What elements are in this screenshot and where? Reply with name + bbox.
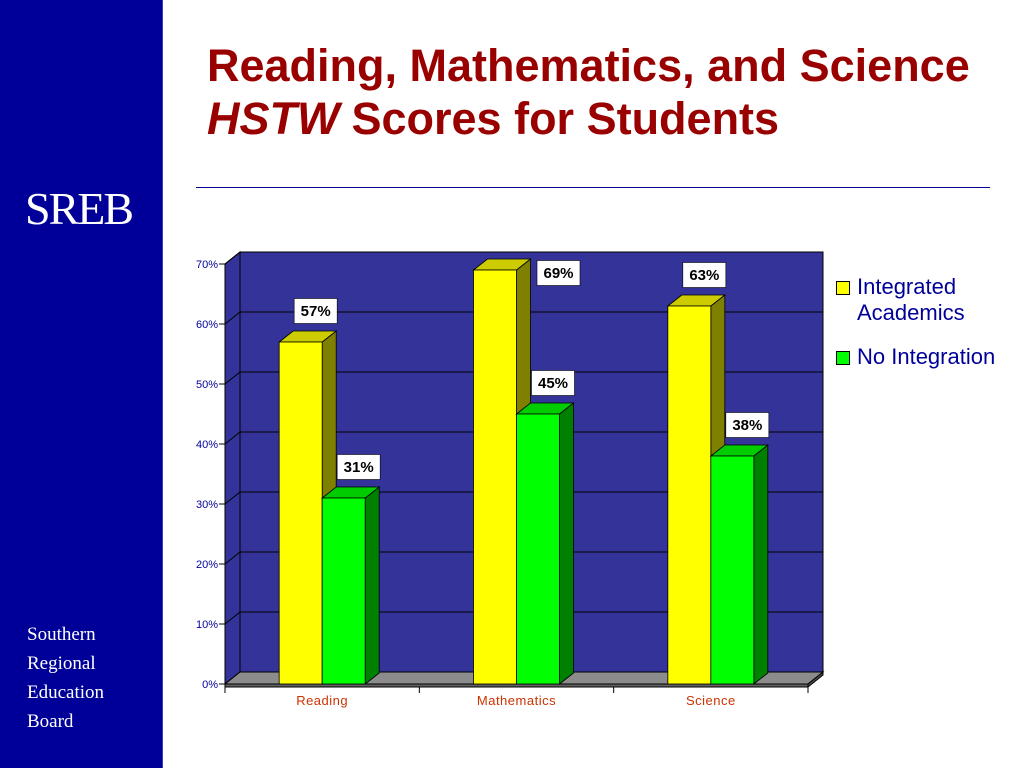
bar-front-face	[668, 306, 711, 684]
data-label-text: 38%	[732, 417, 763, 434]
chart-legend	[836, 274, 1019, 370]
x-tick-label: Mathematics	[476, 693, 557, 708]
title-line-1: Reading, Mathematics, and Science	[207, 40, 970, 91]
y-tick-label: 10%	[195, 619, 218, 631]
data-label	[683, 263, 726, 288]
org-name-line: Education	[27, 682, 105, 703]
legend-swatch-no-integration	[836, 351, 850, 365]
bar-front-face	[322, 498, 365, 684]
y-tick-label: 40%	[195, 439, 218, 451]
bar-front-face	[474, 270, 517, 684]
bar-side-face	[365, 487, 379, 684]
org-name-line: Southern	[27, 624, 96, 645]
x-tick-label: Science	[685, 693, 736, 708]
legend-item	[836, 344, 1019, 370]
org-name-line: Regional	[27, 653, 96, 674]
y-tick-label: 20%	[195, 559, 218, 571]
bar-front-face	[711, 456, 754, 684]
side-wall	[225, 252, 240, 684]
bar-no-integration-mathematics	[517, 403, 574, 684]
legend-label: Integrated Academics	[857, 274, 965, 325]
y-tick-label: 50%	[195, 379, 218, 391]
legend-item	[836, 274, 1019, 326]
bar-front-face	[279, 342, 322, 684]
data-label-text: 69%	[543, 265, 574, 282]
title-acronym: HSTW	[207, 93, 340, 144]
data-label-text: 31%	[343, 459, 374, 476]
data-label-text: 45%	[537, 375, 569, 392]
bar-side-face	[560, 403, 574, 684]
bar-front-face	[517, 414, 560, 684]
data-label	[294, 299, 337, 324]
legend-swatch-integrated-academics	[836, 281, 850, 295]
bar-side-face	[754, 445, 768, 684]
data-label	[537, 261, 580, 286]
legend-label: No Integration	[857, 344, 996, 369]
y-tick-label: 60%	[195, 319, 218, 331]
data-label-text: 57%	[300, 303, 331, 320]
org-name-line: Board	[27, 711, 74, 732]
data-label	[337, 455, 380, 480]
y-tick-label: 70%	[195, 259, 218, 271]
y-tick-label: 30%	[195, 499, 218, 511]
bar-no-integration-science	[711, 445, 768, 684]
data-label	[532, 371, 575, 396]
data-label-text: 63%	[689, 267, 720, 284]
data-label	[726, 413, 769, 438]
y-tick-label: 0%	[202, 679, 218, 691]
bar-no-integration-reading	[322, 487, 379, 684]
x-tick-label: Reading	[296, 693, 349, 708]
title-line-2-text: Scores for Students	[351, 93, 780, 144]
sreb-logo: SREB	[25, 183, 133, 234]
